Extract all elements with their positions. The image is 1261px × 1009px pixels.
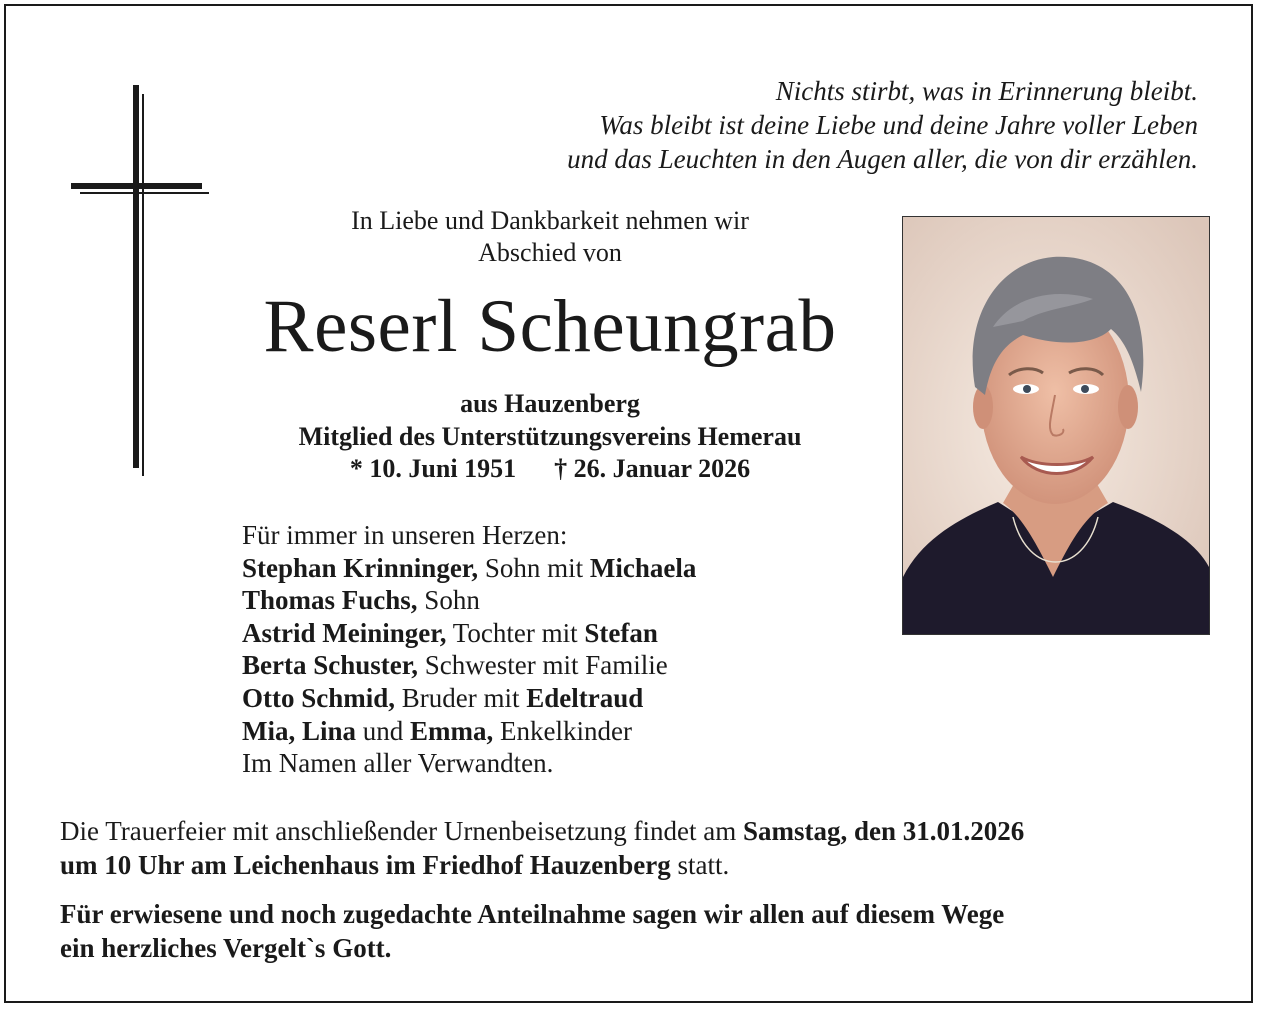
family-member-name: Stephan Krinninger,	[242, 552, 479, 583]
family-list	[242, 519, 696, 780]
farewell-intro	[236, 205, 864, 269]
deceased-details	[206, 388, 894, 486]
ceremony-place: um 10 Uhr am Leichenhaus im Friedhof Hauzenberg	[60, 850, 671, 880]
grandchild-names: Mia, Lina	[242, 715, 357, 746]
thanks-line: Für erwiesene und noch zugedachte Anteilnahme sagen wir allen auf diesem Wege	[60, 899, 1005, 929]
life-dates	[206, 453, 894, 486]
family-relation: Sohn	[417, 585, 480, 616]
thanks-note	[60, 897, 1004, 965]
family-member-name: Thomas Fuchs,	[242, 585, 418, 616]
family-heading: Für immer in unseren Herzen:	[242, 520, 568, 550]
intro-line: Abschied von	[478, 238, 622, 267]
family-relation: Bruder mit	[395, 682, 527, 713]
portrait-photo	[902, 216, 1210, 635]
family-row	[242, 552, 696, 585]
quote-line: Nichts stirbt, was in Erinnerung bleibt.	[775, 76, 1198, 106]
family-relation: Sohn mit	[478, 552, 590, 583]
obituary-frame	[4, 4, 1253, 1003]
death-date: † 26. Januar 2026	[554, 454, 751, 483]
quote-line: und das Leuchten in den Augen aller, die von dir erzählen.	[567, 144, 1198, 174]
family-partner-name: Edeltraud	[526, 682, 644, 713]
family-closing: Im Namen aller Verwandten.	[242, 748, 554, 779]
family-member-name: Otto Schmid,	[242, 682, 396, 713]
memorial-quote	[567, 74, 1198, 176]
family-relation: Schwester mit Familie	[418, 650, 668, 681]
family-relation: Enkelkinder	[493, 715, 632, 746]
ceremony-notice	[60, 814, 1024, 882]
intro-line: In Liebe und Dankbarkeit nehmen wir	[351, 206, 749, 235]
ceremony-text: statt.	[670, 850, 730, 880]
family-member-name: Berta Schuster,	[242, 650, 418, 681]
origin-text: aus Hauzenberg	[460, 389, 640, 418]
family-row	[242, 617, 696, 650]
family-partner-name: Michaela	[589, 552, 697, 583]
family-member-name: Astrid Meininger,	[242, 617, 447, 648]
conjunction: und	[356, 715, 411, 746]
membership-text: Mitglied des Unterstützungsvereins Hemerau	[298, 421, 802, 451]
thanks-line: ein herzliches Vergelt`s Gott.	[60, 933, 392, 963]
quote-line: Was bleibt ist deine Liebe und deine Jahre voller Leben	[599, 110, 1198, 140]
ceremony-text: Die Trauerfeier mit anschließender Urnenbeisetzung findet am	[60, 816, 744, 846]
birth-date: * 10. Juni 1951	[349, 454, 517, 483]
ceremony-date: Samstag, den 31.01.2026	[743, 816, 1025, 846]
family-row	[242, 682, 696, 715]
family-row	[242, 649, 696, 682]
portrait-illustration	[903, 217, 1209, 634]
family-row	[242, 584, 696, 617]
family-partner-name: Stefan	[584, 617, 658, 648]
ceremony-line	[60, 848, 1024, 882]
deceased-name: Reserl Scheungrab	[263, 285, 837, 368]
family-relation: Tochter mit	[446, 617, 585, 648]
ceremony-line	[60, 814, 1024, 848]
family-row-grandchildren	[242, 715, 696, 748]
grandchild-names: Emma,	[410, 715, 494, 746]
